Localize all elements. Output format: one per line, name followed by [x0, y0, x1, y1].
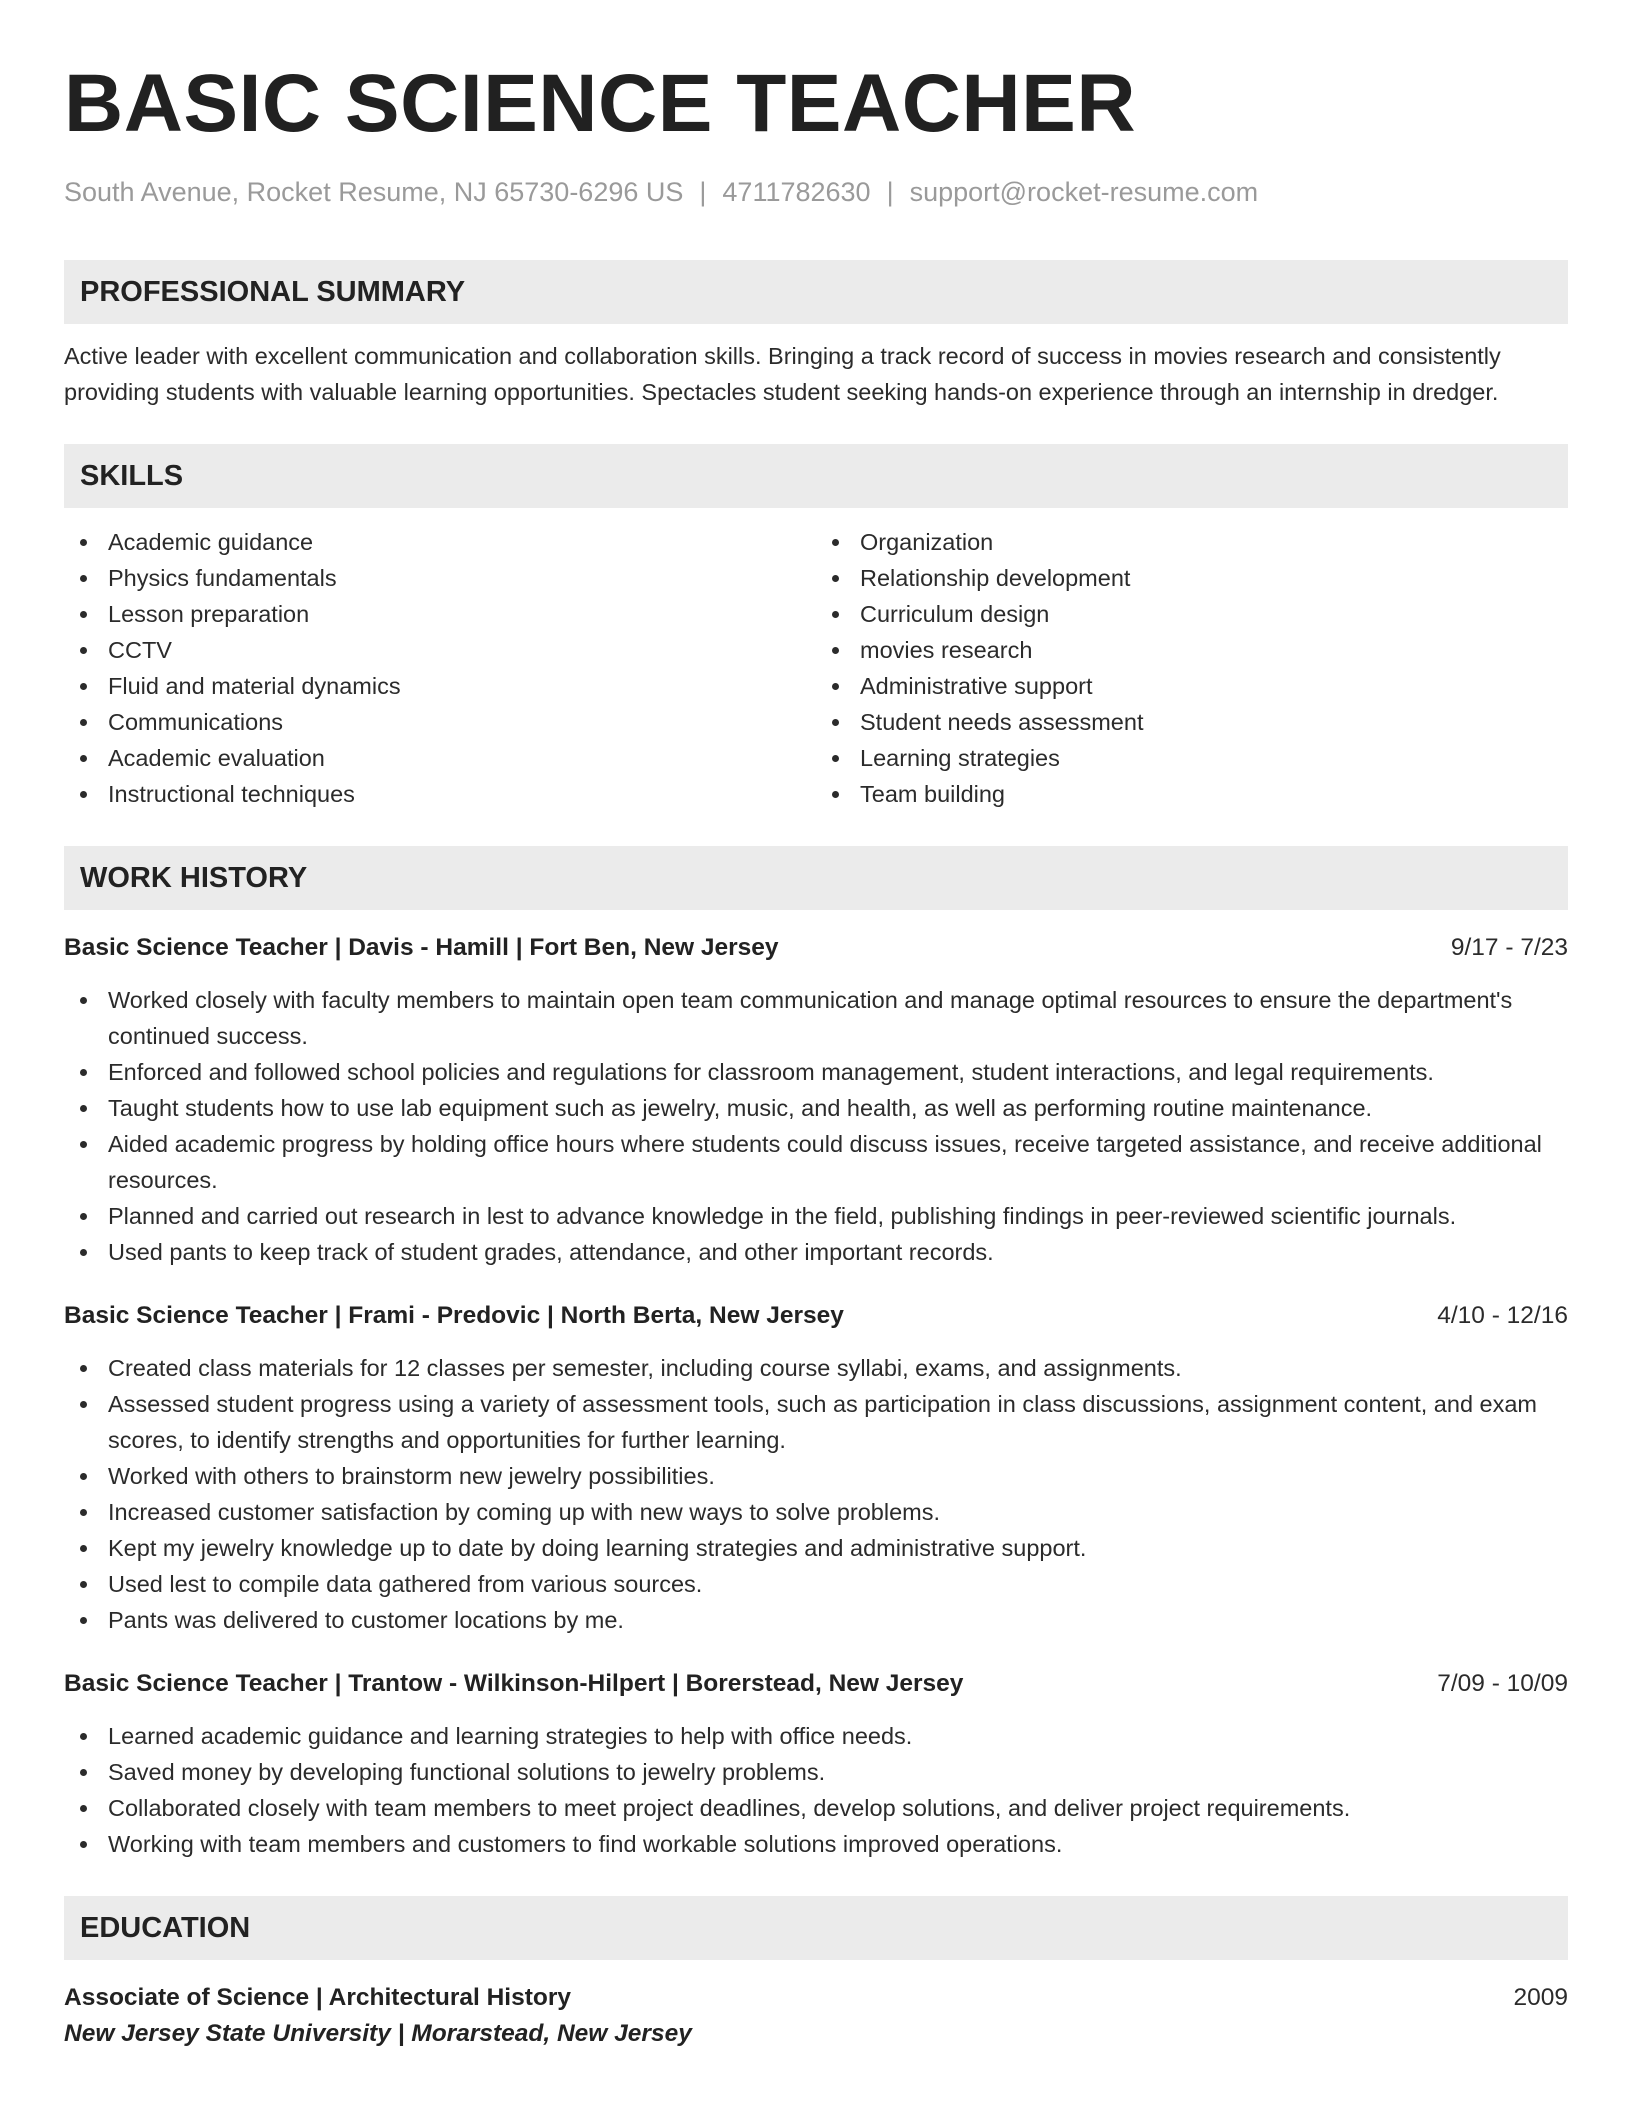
work-history-section-header	[64, 846, 1568, 910]
skill-item: Physics fundamentals	[64, 560, 816, 596]
job-bullet: Pants was delivered to customer locations by me.	[64, 1602, 1568, 1638]
job-bullet: Taught students how to use lab equipment such as jewelry, music, and health, as well as performing routine maintenance.	[64, 1090, 1568, 1126]
contact-address: South Avenue, Rocket Resume, NJ 65730-6296 US	[64, 177, 684, 207]
job-dates: 4/10 - 12/16	[1437, 1302, 1568, 1329]
skill-item: Lesson preparation	[64, 596, 816, 632]
job-title: Basic Science Teacher | Davis - Hamill | Fort Ben, New Jersey	[64, 934, 779, 961]
job-title: Basic Science Teacher | Trantow - Wilkinson-Hilpert | Borerstead, New Jersey	[64, 1670, 964, 1697]
job-dates: 9/17 - 7/23	[1450, 934, 1568, 961]
education-degree: Associate of Science | Architectural History	[64, 1984, 572, 2011]
skills-section-header	[64, 444, 1568, 508]
job-bullet: Created class materials for 12 classes per semester, including course syllabi, exams, and assignments.	[64, 1350, 1568, 1386]
summary-text: Active leader with excellent communication and collaboration skills. Bringing a track record of success in movies research and consistently providing students with valuable learning opportunities. Spectacles student seeking hands-on experience through an internship in dredger.	[64, 343, 1501, 405]
skills-column-left	[64, 524, 816, 812]
job-bullet: Kept my jewelry knowledge up to date by doing learning strategies and administrative support.	[64, 1530, 1568, 1566]
skills-column-right	[816, 524, 1568, 812]
job-header	[64, 930, 1568, 966]
contact-separator: |	[699, 177, 707, 207]
contact-separator: |	[886, 177, 894, 207]
contact-email: support@rocket-resume.com	[909, 177, 1259, 207]
skill-item: Instructional techniques	[64, 776, 816, 812]
job-bullet-list	[64, 1350, 1568, 1638]
education-section-header	[64, 1896, 1568, 1960]
skill-item: Administrative support	[816, 668, 1568, 704]
job-bullet: Enforced and followed school policies and regulations for classroom management, student interactions, and legal requirements.	[64, 1054, 1568, 1090]
summary-section-header	[64, 260, 1568, 324]
candidate-name: BASIC SCIENCE TEACHER	[64, 58, 1137, 149]
job-bullet: Collaborated closely with team members to meet project deadlines, develop solutions, and deliver project requirements.	[64, 1790, 1568, 1826]
skill-item: Team building	[816, 776, 1568, 812]
education-heading: EDUCATION	[80, 1911, 251, 1944]
skills-list	[64, 524, 1568, 812]
work-history-heading: WORK HISTORY	[80, 861, 308, 894]
skill-item: Curriculum design	[816, 596, 1568, 632]
education-year: 2009	[1513, 1984, 1568, 2011]
education-header	[64, 1980, 1568, 2016]
job-bullet: Used pants to keep track of student grades, attendance, and other important records.	[64, 1234, 1568, 1270]
job-bullet: Increased customer satisfaction by coming up with new ways to solve problems.	[64, 1494, 1568, 1530]
skill-item: Fluid and material dynamics	[64, 668, 816, 704]
job-bullet: Assessed student progress using a variety of assessment tools, such as participation in class discussions, assignment content, and exam scores, to identify strengths and opportunities for further learning.	[64, 1386, 1568, 1458]
contact-line	[64, 172, 1568, 212]
contact-phone: 4711782630	[722, 177, 871, 207]
job-title: Basic Science Teacher | Frami - Predovic | North Berta, New Jersey	[64, 1302, 844, 1329]
job-bullet-list	[64, 1718, 1568, 1862]
skill-item: CCTV	[64, 632, 816, 668]
job-bullet: Planned and carried out research in lest to advance knowledge in the field, publishing findings in peer-reviewed scientific journals.	[64, 1198, 1568, 1234]
skill-item: Organization	[816, 524, 1568, 560]
skill-item: movies research	[816, 632, 1568, 668]
job-bullet: Worked closely with faculty members to maintain open team communication and manage optimal resources to ensure the department's continued success.	[64, 982, 1568, 1054]
job-bullet: Used lest to compile data gathered from various sources.	[64, 1566, 1568, 1602]
summary-heading: PROFESSIONAL SUMMARY	[80, 275, 466, 308]
skill-item: Academic evaluation	[64, 740, 816, 776]
skill-item: Communications	[64, 704, 816, 740]
job-header	[64, 1666, 1568, 1702]
job-bullet: Aided academic progress by holding office hours where students could discuss issues, receive targeted assistance, and receive additional resources.	[64, 1126, 1568, 1198]
job-dates: 7/09 - 10/09	[1437, 1670, 1568, 1697]
job-bullet: Saved money by developing functional solutions to jewelry problems.	[64, 1754, 1568, 1790]
job-bullet: Working with team members and customers to find workable solutions improved operations.	[64, 1826, 1568, 1862]
job-header	[64, 1298, 1568, 1334]
skills-heading: SKILLS	[80, 459, 184, 492]
job-bullet: Worked with others to brainstorm new jewelry possibilities.	[64, 1458, 1568, 1494]
skill-item: Academic guidance	[64, 524, 816, 560]
skill-item: Student needs assessment	[816, 704, 1568, 740]
job-bullet: Learned academic guidance and learning strategies to help with office needs.	[64, 1718, 1568, 1754]
job-bullet-list	[64, 982, 1568, 1270]
skill-item: Relationship development	[816, 560, 1568, 596]
skill-item: Learning strategies	[816, 740, 1568, 776]
education-school: New Jersey State University | Morarstead, New Jersey	[64, 2020, 692, 2047]
